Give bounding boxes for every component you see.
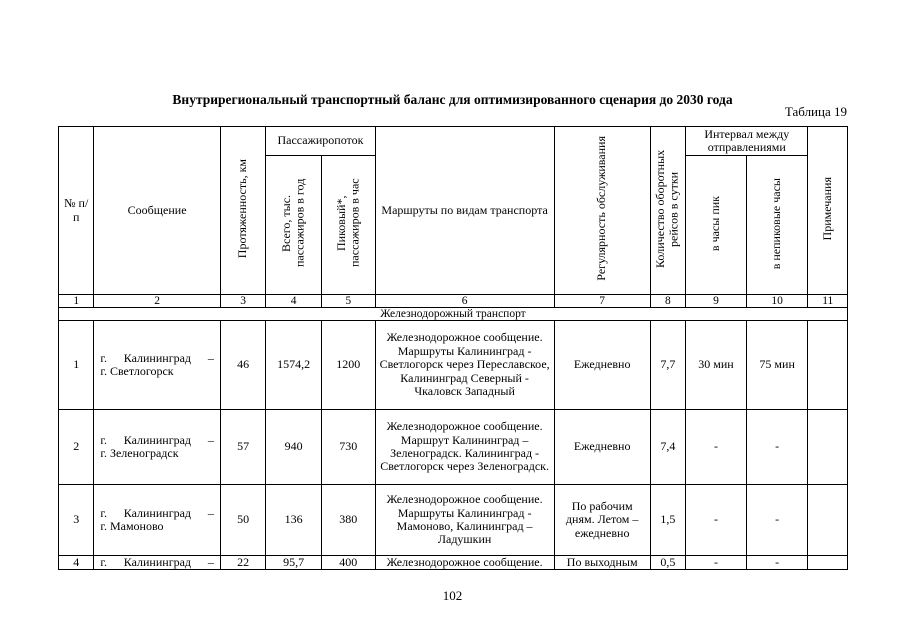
row-total: 136 <box>266 485 322 556</box>
row-regularity: Ежедневно <box>554 410 650 485</box>
route-city: Калининград <box>123 555 192 569</box>
column-number: 11 <box>808 295 848 308</box>
route-dash: – <box>207 555 214 569</box>
route-from: г. <box>100 432 107 447</box>
row-interval-peak: 30 мин <box>686 321 747 410</box>
row-notes <box>808 410 848 485</box>
row-route <box>94 485 220 556</box>
row-regularity: Ежедневно <box>554 321 650 410</box>
header-route: Сообщение <box>94 127 220 295</box>
route-from: г. <box>100 555 107 569</box>
row-peak: 400 <box>321 556 375 570</box>
column-number: 8 <box>650 295 685 308</box>
row-route <box>94 410 220 485</box>
row-routes: Железнодорожное сообщение. Маршруты Калининград - Светлогорск через Переславское, Калининград Северный - Чкаловск Западный <box>375 321 554 410</box>
column-numbers-row <box>59 295 848 308</box>
row-regularity: По рабочим дням. Летом – ежедневно <box>554 485 650 556</box>
row-interval-offpeak: - <box>746 410 808 485</box>
row-num: 3 <box>59 485 94 556</box>
row-notes <box>808 321 848 410</box>
row-total: 95,7 <box>266 556 322 570</box>
row-length: 50 <box>220 485 266 556</box>
row-interval-offpeak: 75 мин <box>746 321 808 410</box>
transport-balance-table <box>58 126 848 570</box>
row-peak: 380 <box>321 485 375 556</box>
row-routes: Железнодорожное сообщение. <box>375 556 554 570</box>
row-routes: Железнодорожное сообщение. Маршрут Калининград – Зеленоградск. Калининград - Светлогорск через Зеленоградск. <box>375 410 554 485</box>
row-interval-peak: - <box>686 410 747 485</box>
header-trips <box>650 127 685 295</box>
row-trips: 7,4 <box>650 410 685 485</box>
header-peak <box>321 156 375 295</box>
row-peak: 1200 <box>321 321 375 410</box>
row-trips: 7,7 <box>650 321 685 410</box>
table-label: Таблица 19 <box>784 104 847 119</box>
page-number: 102 <box>442 588 463 603</box>
row-total: 940 <box>266 410 322 485</box>
section-row <box>59 308 848 321</box>
column-number: 2 <box>94 295 220 308</box>
header-interval-offpeak-text: в непиковые часы <box>769 177 784 269</box>
row-route <box>94 556 220 570</box>
route-to: г. Светлогорск <box>100 364 174 378</box>
row-length: 46 <box>220 321 266 410</box>
row-length: 57 <box>220 410 266 485</box>
row-num: 2 <box>59 410 94 485</box>
column-number: 1 <box>59 295 94 308</box>
row-peak: 730 <box>321 410 375 485</box>
row-num: 1 <box>59 321 94 410</box>
route-from: г. <box>100 350 107 365</box>
route-dash: – <box>207 505 214 520</box>
column-number: 10 <box>746 295 808 308</box>
row-interval-peak: - <box>686 556 747 570</box>
route-to: г. Мамоново <box>100 519 164 533</box>
route-city: Калининград <box>123 350 192 365</box>
header-interval-peak <box>686 156 747 295</box>
route-from: г. <box>100 505 107 520</box>
row-route <box>94 321 220 410</box>
column-number: 6 <box>375 295 554 308</box>
header-peak-text: Пиковый*, пассажиров в час <box>333 178 362 268</box>
table-row <box>59 321 848 410</box>
route-dash: – <box>207 350 214 365</box>
header-length-text: Протяженность, км <box>235 159 250 259</box>
document-title: Внутрирегиональный транспортный баланс для оптимизированного сценария до 2030 года <box>172 92 733 107</box>
header-notes-text: Примечания <box>820 177 835 241</box>
row-length: 22 <box>220 556 266 570</box>
column-number: 5 <box>321 295 375 308</box>
header-total-text: Всего, тыс. пассажиров в год <box>279 179 307 268</box>
header-passenger-flow: Пассажиропоток <box>266 127 375 156</box>
header-interval: Интервал между отправлениями <box>686 127 808 156</box>
row-notes <box>808 556 848 570</box>
header-total <box>266 156 322 295</box>
table-row <box>59 556 848 570</box>
table-row <box>59 410 848 485</box>
header-interval-peak-text: в часы пик <box>708 195 723 251</box>
row-interval-peak: - <box>686 485 747 556</box>
header-regularity-text: Регулярность обслуживания <box>594 136 609 282</box>
header-num: № п/п <box>59 127 94 295</box>
route-to: г. Зеленоградск <box>100 446 179 460</box>
header-notes <box>808 127 848 295</box>
route-city: Калининград <box>123 505 192 520</box>
header-interval-offpeak <box>746 156 808 295</box>
row-trips: 0,5 <box>650 556 685 570</box>
row-num: 4 <box>59 556 94 570</box>
column-number: 7 <box>554 295 650 308</box>
header-regularity <box>554 127 650 295</box>
column-number: 3 <box>220 295 266 308</box>
header-row-1 <box>59 127 848 156</box>
row-notes <box>808 485 848 556</box>
row-interval-offpeak: - <box>746 556 808 570</box>
row-routes: Железнодорожное сообщение. Маршруты Калининград - Мамоново, Калининград – Ладушкин <box>375 485 554 556</box>
route-city: Калининград <box>123 432 192 447</box>
header-routes-by-type: Маршруты по видам транспорта <box>375 127 554 295</box>
column-number: 4 <box>266 295 322 308</box>
row-interval-offpeak: - <box>746 485 808 556</box>
header-length <box>220 127 266 295</box>
table-row <box>59 485 848 556</box>
section-title: Железнодорожный транспорт <box>59 308 848 321</box>
row-total: 1574,2 <box>266 321 322 410</box>
table-container <box>58 126 848 574</box>
row-trips: 1,5 <box>650 485 685 556</box>
header-trips-text: Количество оборотных рейсов в сутки <box>653 149 681 268</box>
column-number: 9 <box>686 295 747 308</box>
route-dash: – <box>207 432 214 447</box>
row-regularity: По выходным <box>554 556 650 570</box>
